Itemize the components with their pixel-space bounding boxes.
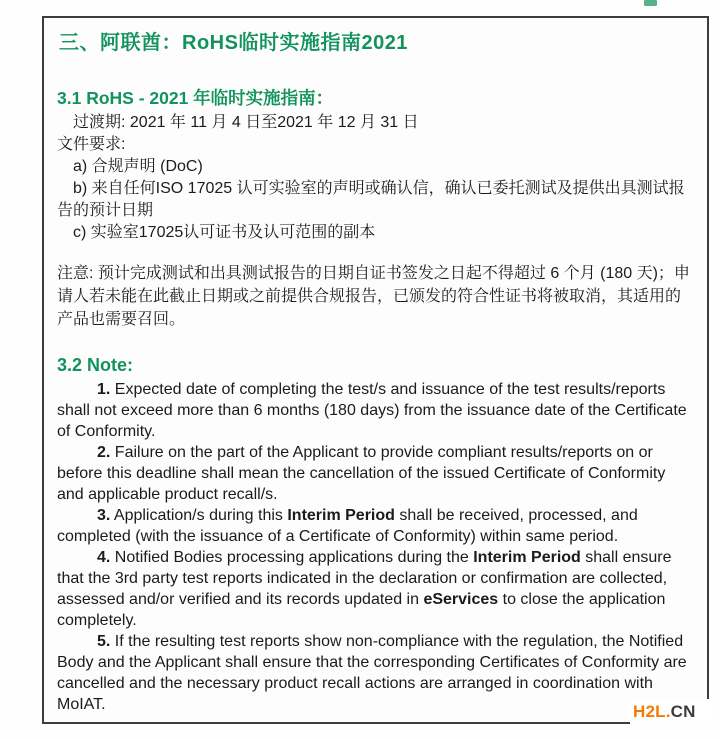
watermark-brand: H2L.: [633, 702, 671, 721]
notice-paragraph: 注意: 预计完成测试和出具测试报告的日期自证书签发之日起不得超过 6 个月 (180 天)；申请人若未能在此截止日期或之前提供合规报告，已颁发的符合性证书将被取消，其适用的产品也需要召回。: [57, 265, 690, 328]
transition-period-line: 过渡期: 2021 年 11 月 4 日至2021 年 12 月 31 日: [73, 114, 419, 131]
note-item-5: 5. If the resulting test reports show non-compliance with the regulation, the Notified Body and the Applicant shall ensure that the corresponding Certificates of Conformity are cancelled and the necessary product recall actions are arranged in coordination with MoIAT.: [57, 633, 687, 713]
requirement-item-c: c) 实验室17025认可证书及认可范围的副本: [73, 224, 376, 241]
watermark-tld: CN: [670, 702, 696, 721]
document-border-box: [42, 16, 709, 724]
section-3-1-heading: 3.1 RoHS - 2021 年临时实施指南：: [57, 88, 334, 108]
document-requirements-label: 文件要求:: [57, 136, 126, 153]
requirement-item-b: b) 来自任何ISO 17025 认可实验室的声明或确认信，确认已委托测试及提供出具测试报告的预计日期: [57, 180, 685, 219]
note-item-4: 4. Notified Bodies processing applications during the Interim Period shall ensure that the 3rd party test reports indicated in the declaration or confirmation are collected, assessed and/or verified and its records updated in eServices to close the application completely.: [57, 549, 672, 629]
requirement-item-a: a) 合规声明 (DoC): [73, 158, 203, 175]
section-3-2-heading: 3.2 Note:: [57, 355, 134, 375]
cropped-glyph-fragment: [644, 0, 657, 6]
watermark-h2l: [630, 699, 713, 725]
note-item-2: 2. Failure on the part of the Applicant to provide compliant results/reports on or before this deadline shall mean the cancellation of the issued Certificate of Conformity and applicable product recall/s.: [57, 444, 666, 503]
page-title: 三、阿联酋：RoHS临时实施指南2021: [59, 32, 408, 54]
note-item-1: 1. Expected date of completing the test/s and issuance of the test results/reports shall not exceed more than 6 months (180 days) from the issuance date of the Certificate of Conformity.: [57, 381, 687, 440]
note-item-3: 3. Application/s during this Interim Period shall be received, processed, and completed (with the issuance of a Certificate of Conformity) within same period.: [57, 507, 638, 545]
